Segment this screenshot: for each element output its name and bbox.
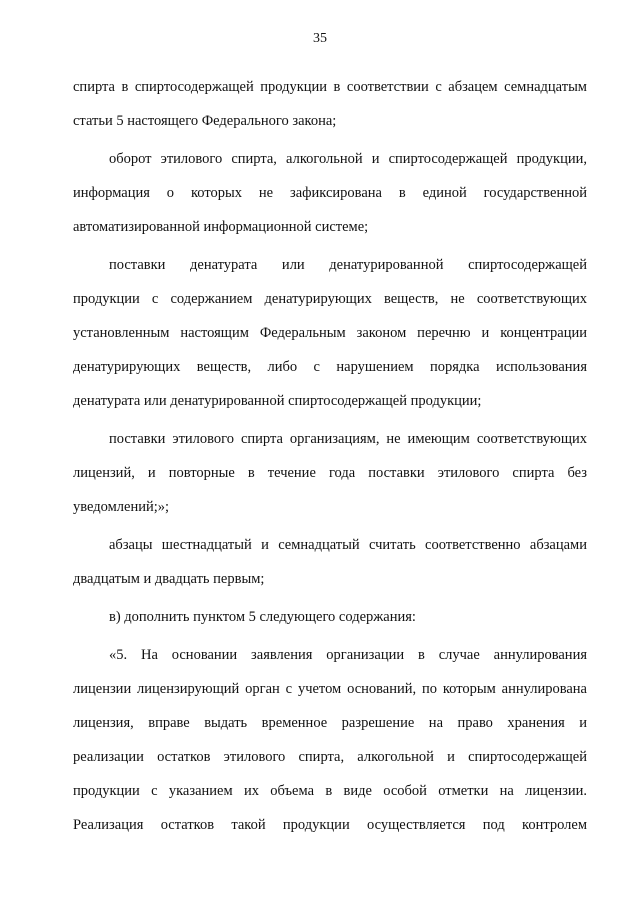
text-line: лицензия, вправе выдать временное разрешение на право хранения и <box>73 715 587 731</box>
text-line: денатурата или денатурированной спиртосодержащей продукции; <box>73 393 482 409</box>
text-line: оборот этилового спирта, алкогольной и спиртосодержащей продукции, <box>109 151 587 167</box>
text-line: в) дополнить пунктом 5 следующего содержания: <box>109 609 416 625</box>
text-line: информация о которых не зафиксирована в единой государственной <box>73 185 587 201</box>
paragraph <box>73 142 587 244</box>
text-line: абзацы шестнадцатый и семнадцатый считать соответственно абзацами <box>109 537 587 553</box>
text-line: продукции с содержанием денатурирующих веществ, не соответствующих <box>73 291 587 307</box>
paragraph <box>73 638 587 842</box>
paragraph <box>73 600 587 634</box>
paragraph <box>73 70 587 138</box>
text-line: спирта в спиртосодержащей продукции в соответствии с абзацем семнадцатым <box>73 79 587 95</box>
page-number: 35 <box>313 31 327 46</box>
document-body <box>73 70 587 842</box>
text-line: реализации остатков этилового спирта, алкогольной и спиртосодержащей <box>73 749 587 765</box>
text-line: установленным настоящим Федеральным законом перечню и концентрации <box>73 325 587 341</box>
text-line: уведомлений;»; <box>73 499 170 515</box>
paragraph <box>73 528 587 596</box>
text-line: «5. На основании заявления организации в случае аннулирования <box>109 647 587 663</box>
text-line: двадцатым и двадцать первым; <box>73 571 265 587</box>
paragraph <box>73 422 587 524</box>
text-line: лицензии лицензирующий орган с учетом оснований, по которым аннулирована <box>73 681 587 697</box>
paragraph <box>73 248 587 418</box>
text-line: продукции с указанием их объема в виде особой отметки на лицензии. <box>73 783 587 799</box>
text-line: автоматизированной информационной системе; <box>73 219 369 235</box>
text-line: поставки денатурата или денатурированной спиртосодержащей <box>109 257 587 273</box>
text-line: статьи 5 настоящего Федерального закона; <box>73 113 337 129</box>
text-line: поставки этилового спирта организациям, не имеющим соответствующих <box>109 431 587 447</box>
text-line: денатурирующих веществ, либо с нарушением порядка использования <box>73 359 587 375</box>
text-line: лицензий, и повторные в течение года поставки этилового спирта без <box>73 465 587 481</box>
text-line: Реализация остатков такой продукции осуществляется под контролем <box>73 817 587 833</box>
